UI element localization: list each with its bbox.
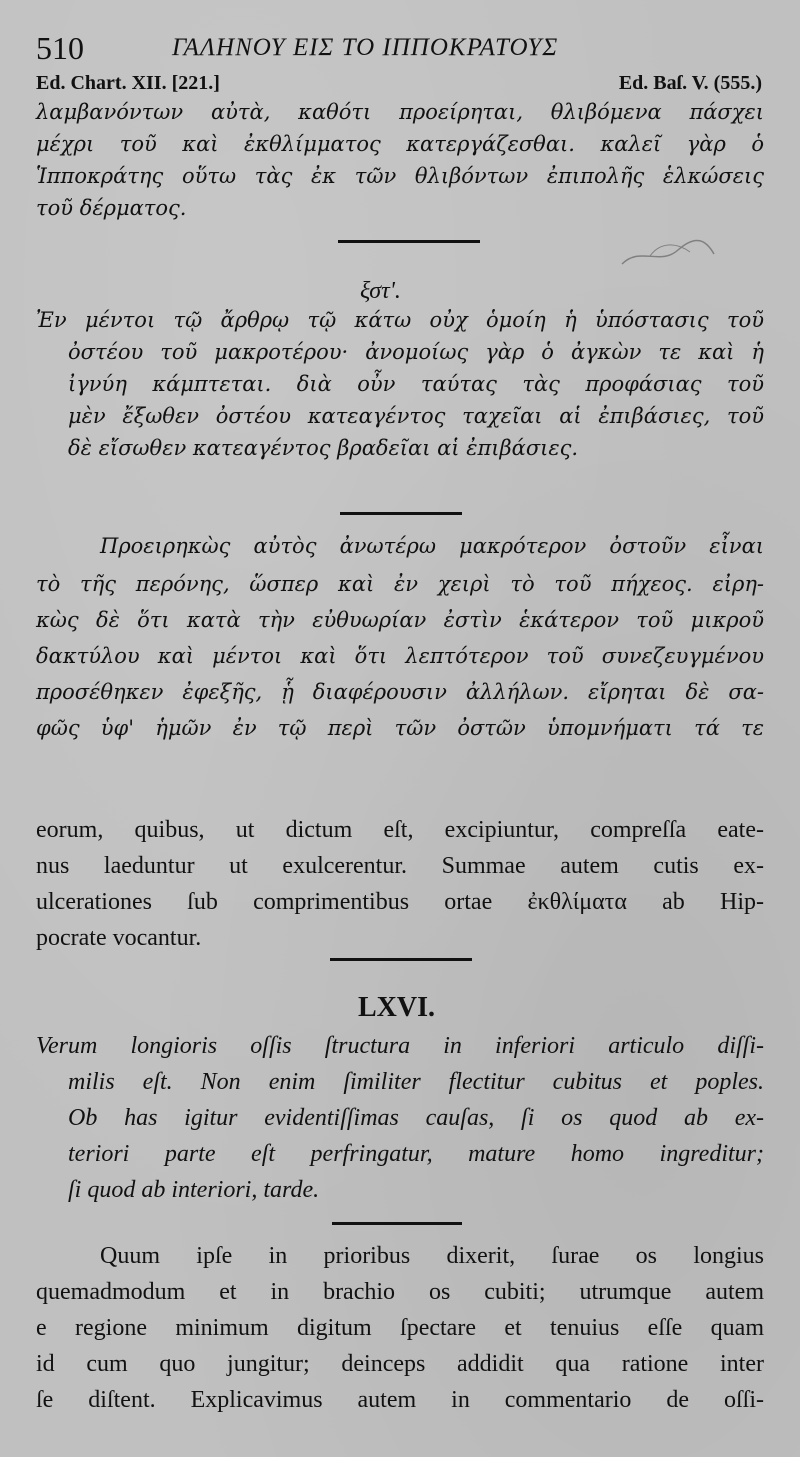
text-line: προσέθηκεν ἐφεξῆς, ᾗ διαφέρουσιν ἀλλήλων. εἴρηται δὲ σα- [36, 680, 764, 704]
latin-paragraph [36, 812, 764, 956]
section-divider [332, 1222, 462, 1225]
greek-commentary-first-line [100, 530, 764, 562]
greek-commentary [36, 566, 764, 746]
section-divider [340, 512, 462, 515]
text-line: e regione minimum digitum ſpectare et tenuius eſſe quam [36, 1315, 764, 1341]
text-line: Ἐν μέντοι τῷ ἄρθρῳ τῷ κάτω οὐχ ὁμοίη ἡ ὑπόστασις τοῦ [36, 308, 764, 332]
greek-paragraph [36, 96, 764, 224]
text-line: μὲν ἔξωθεν ὀστέου κατεαγέντος ταχεῖαι αἱ ἐπιβάσιες, τοῦ [68, 404, 764, 428]
text-line: id cum quo jungitur; deinceps addidit qua ratione inter [36, 1351, 764, 1377]
text-line: pocrate vocantur. [36, 925, 202, 951]
text-line: ſe diſtent. Explicavimus autem in commentario de oſſi- [36, 1387, 764, 1413]
text-line: λαμβανόντων αὐτὰ, καθότι προείρηται, θλιβόμενα πάσχει [36, 100, 764, 124]
text-line: Ἱπποκράτης οὕτω τὰς ἐκ τῶν θλιβόντων ἐπιπολῆς ἑλκώσεις [36, 164, 764, 188]
text-line: Προειρηκὼς αὐτὸς ἀνωτέρω μακρότερον ὀστοῦν εἶναι [100, 534, 764, 558]
text-line: μέχρι τοῦ καὶ ἐκθλίμματος κατεργάζεσθαι. καλεῖ γὰρ ὁ [36, 132, 764, 156]
latin-aphorism [36, 1028, 764, 1064]
running-title: ΓΑΛΗΝΟΥ ΕΙΣ ΤΟ ΙΠΠΟΚΡΑΤΟΥΣ [172, 34, 559, 61]
text-line: quemadmodum et in brachio os cubiti; utrumque autem [36, 1279, 764, 1305]
text-line: nus laeduntur ut exulcerentur. Summae autem cutis ex- [36, 853, 764, 879]
edition-reference-right: Ed. Baſ. V. (555.) [618, 72, 762, 94]
ink-flourish [620, 236, 716, 270]
text-line: ὀστέου τοῦ μακροτέρου· ἀνομοίως γὰρ ὁ ἀγκὼν τε καὶ ἡ [68, 340, 764, 364]
text-line: ἰγνύη κάμπτεται. διὰ οὖν ταύτας τὰς προφάσιας τοῦ [68, 372, 764, 396]
text-line: ſi quod ab interiori, tarde. [68, 1177, 320, 1203]
greek-aphorism [36, 304, 764, 336]
edition-reference-left: Ed. Chart. XII. [221.] [36, 72, 220, 94]
greek-aphorism-continued [68, 336, 764, 464]
text-line: ulcerationes ſub comprimentibus ortae ἐκθλίματα ab Hip- [36, 889, 764, 915]
text-line: τὸ τῆς περόνης, ὥσπερ καὶ ἐν χειρὶ τὸ τοῦ πήχεος. εἰρη- [36, 572, 764, 596]
text-line: δακτύλου καὶ μέντοι καὶ ὅτι λεπτότερον τοῦ συνεζευγμένου [36, 644, 764, 668]
section-divider [338, 240, 480, 243]
text-line: τοῦ δέρματος. [36, 196, 187, 220]
greek-section-number: ξστ'. [360, 278, 401, 304]
text-line: Quum ipſe in prioribus dixerit, ſurae os longius [100, 1243, 764, 1269]
text-line: Verum longioris oſſis ſtructura in inferiori articulo diſſi- [36, 1033, 764, 1059]
latin-commentary-first-line [100, 1238, 764, 1274]
text-line: δὲ εἴσωθεν κατεαγέντος βραδεῖαι αἱ ἐπιβάσιες. [68, 436, 579, 460]
page-number: 510 [36, 30, 84, 66]
text-line: milis eſt. Non enim ſimiliter flectitur cubitus et poples. [68, 1069, 764, 1095]
text-line: Ob has igitur evidentiſſimas cauſas, ſi os quod ab ex- [68, 1105, 764, 1131]
latin-section-number: LXVI. [358, 992, 436, 1023]
latin-commentary [36, 1274, 764, 1418]
text-line: teriori parte eſt perfringatur, mature homo ingreditur; [68, 1141, 764, 1167]
text-line: eorum, quibus, ut dictum eſt, excipiuntur, compreſſa eate- [36, 817, 764, 843]
text-line: φῶς ὑφ' ἡμῶν ἐν τῷ περὶ τῶν ὀστῶν ὑπομνήματι τά τε [36, 716, 764, 740]
section-divider [330, 958, 472, 961]
text-line: κὼς δὲ ὅτι κατὰ τὴν εὐθυωρίαν ἐστὶν ἑκάτερον τοῦ μικροῦ [36, 608, 764, 632]
latin-aphorism-continued [68, 1064, 764, 1208]
